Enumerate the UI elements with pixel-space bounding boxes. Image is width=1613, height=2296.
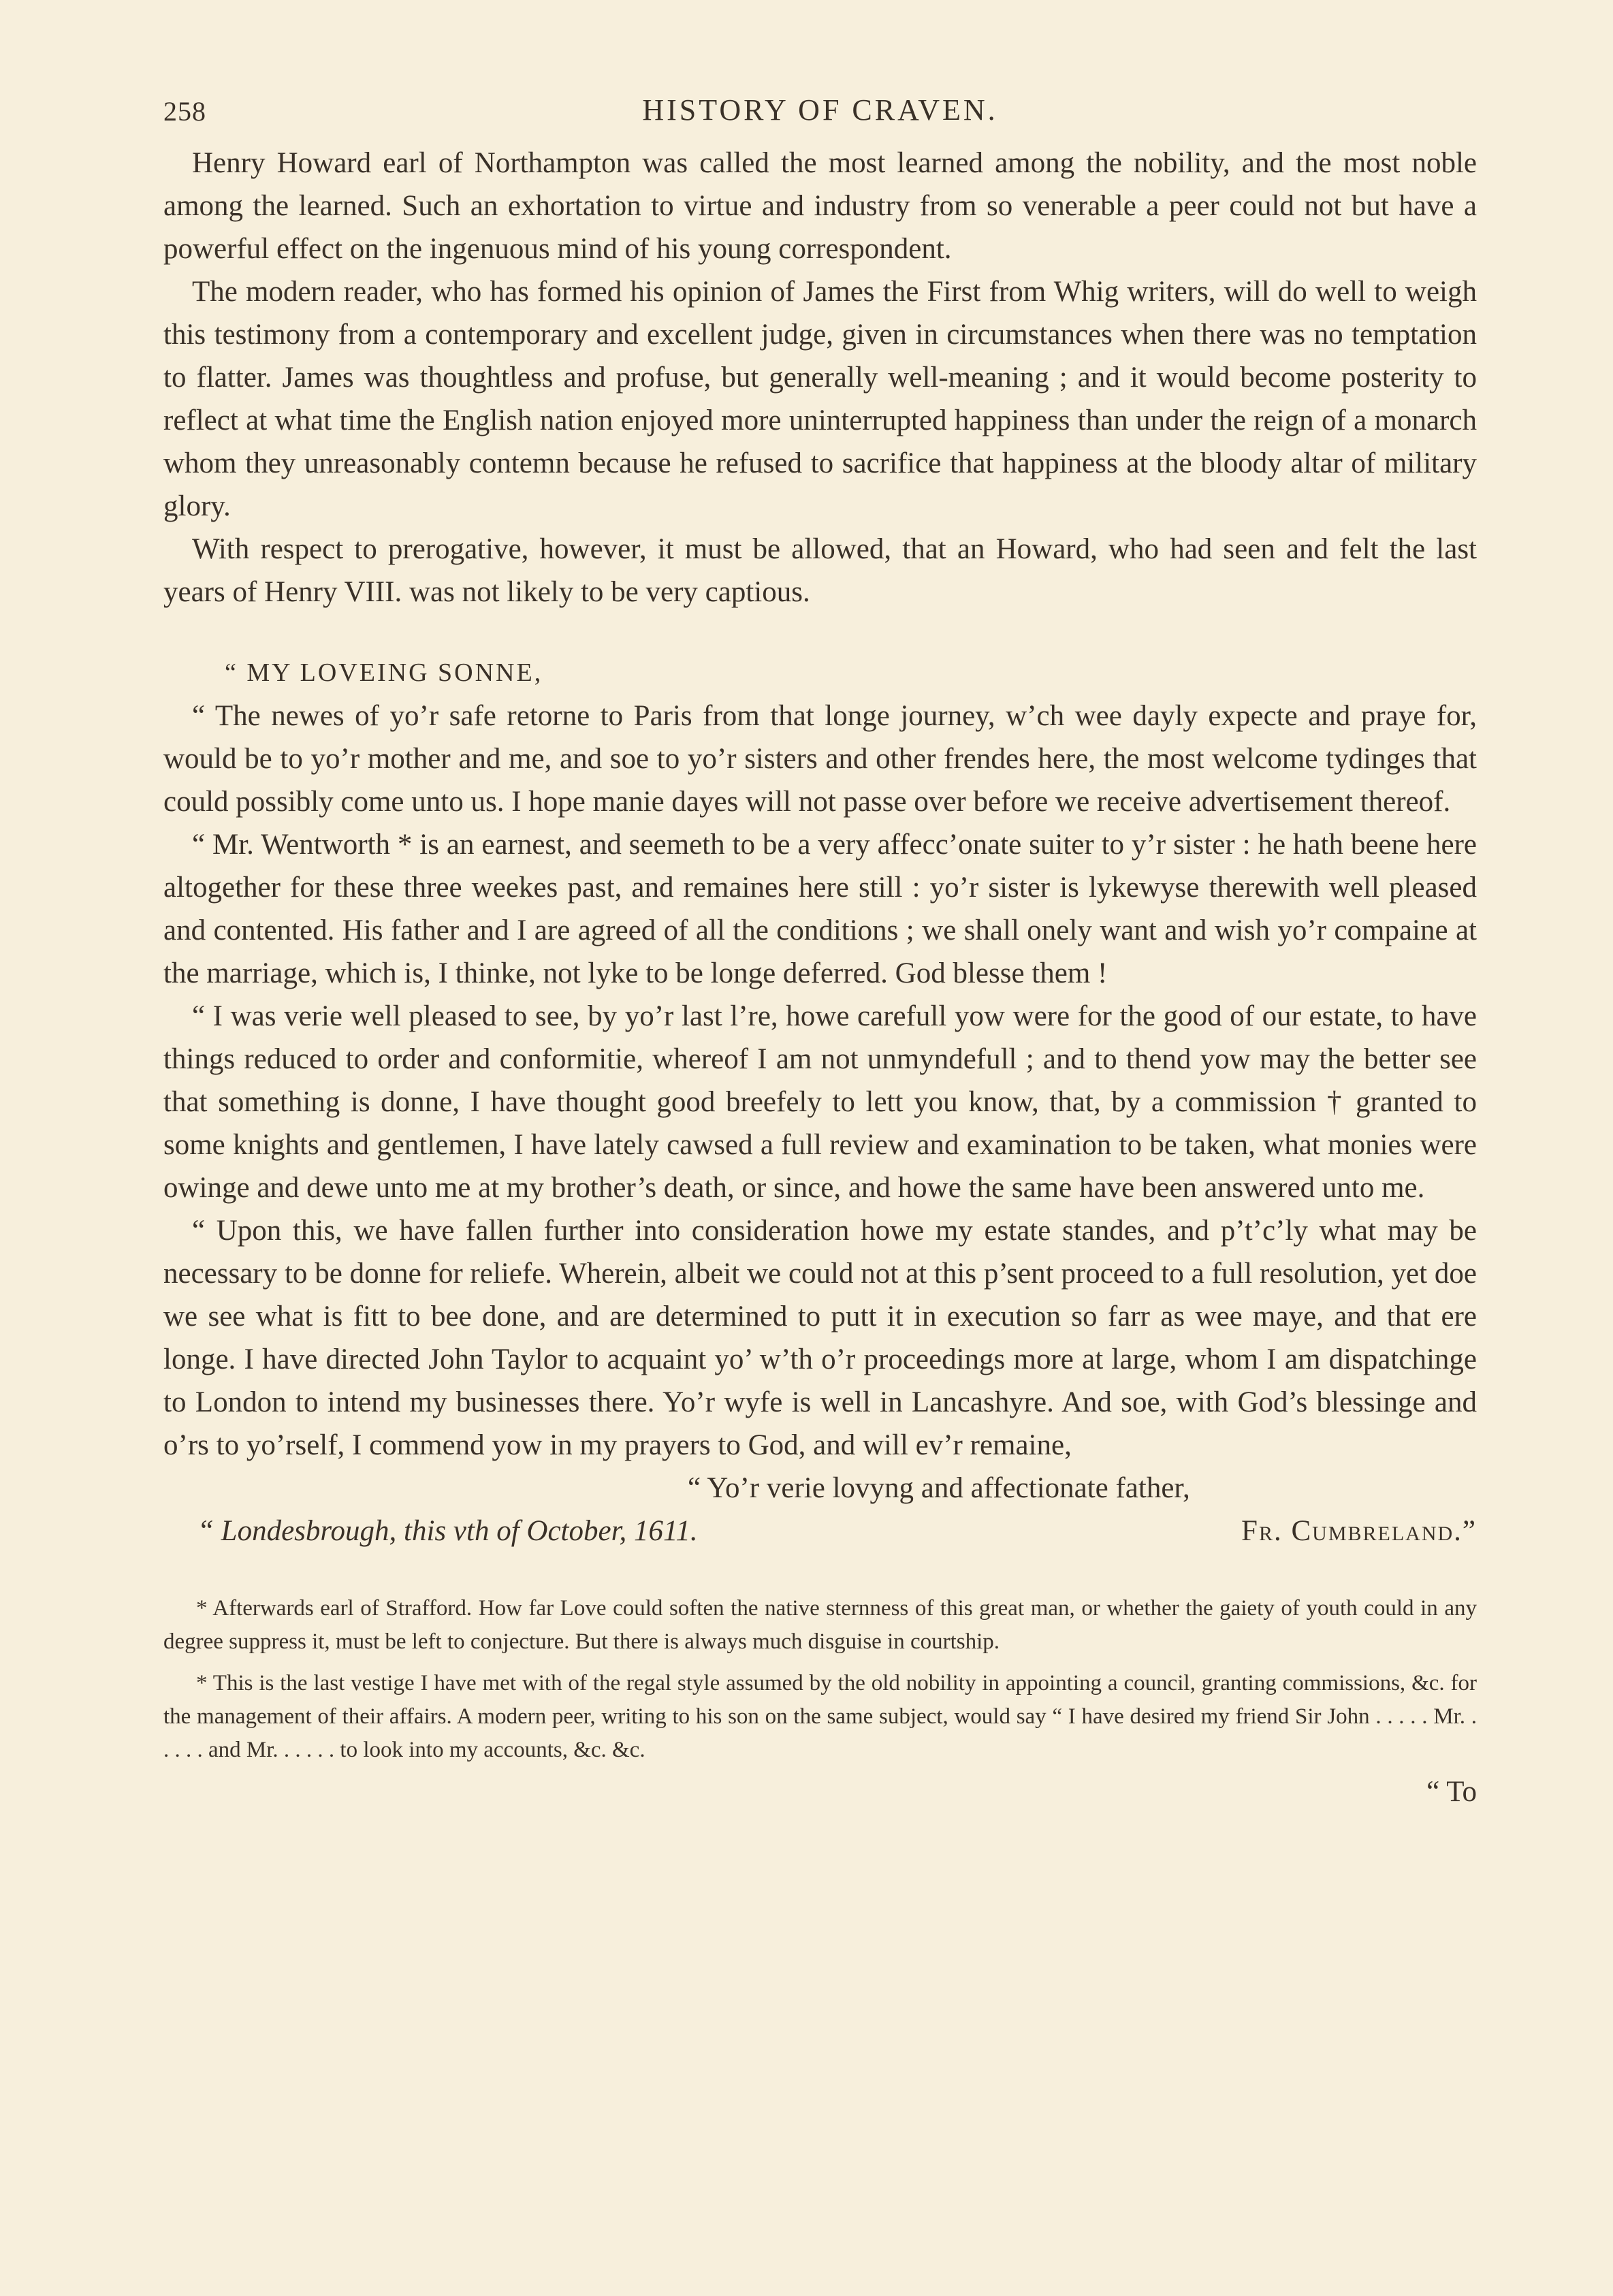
body-paragraph: With respect to prerogative, however, it must be allowed, that an Howard, who had seen and felt the last years of Henry VIII. was not likely to be very captious.	[163, 533, 1477, 608]
body-paragraph: The modern reader, who has formed his opinion of James the First from Whig writers, will do well to weigh this testimony from a contemporary and excellent judge, given in circumstances when there was no temptation to flatter. James was thoughtless and profuse, but generally well-meaning ; and it would become posterity to reflect at what time the English nation enjoyed more uninterrupted happiness than under the reign of a monarch whom they unreasonably contemn because he refused to sacrifice that happiness at the bloody altar of military glory.	[163, 276, 1477, 522]
letter-dateline	[163, 1510, 1477, 1552]
footnotes	[163, 1592, 1477, 1767]
letter-paragraph: “ Upon this, we have fallen further into consideration howe my estate standes, and p’t’c’ly what may be necessary to be donne for reliefe. Wherein, albeit we could not at this p’sent proceed to a full resolution, yet doe we see what is fitt to bee done, and are determined to putt it in execution so farr as wee maye, and that ere longe. I have directed John Taylor to acquaint yo’ w’th o’r proceedings more at large, whom I am dispatchinge to London to intend my businesses there. Yo’r wyfe is well in Lancashyre. And soe, with God’s blessinge and o’rs to yo’rself, I commend yow in my prayers to God, and will ev’r remaine,	[163, 1215, 1477, 1461]
letter-paragraph: “ The newes of yo’r safe retorne to Paris from that longe journey, w’ch wee dayly expecte and praye for, would be to yo’r mother and me, and soe to yo’r sisters and other frendes here, the most welcome tydinges that could possibly come unto us. I hope manie dayes will not passe over before we receive advertisement thereof.	[163, 700, 1477, 818]
body-paragraph: Henry Howard earl of Northampton was called the most learned among the nobility, and the most noble among the learned. Such an exhortation to virtue and industry from so venerable a peer could not but have a powerful effect on the ingenuous mind of his young correspondent.	[163, 147, 1477, 265]
footnote: * Afterwards earl of Strafford. How far Love could soften the native sternness of this great man, or whether the gaiety of youth could in any degree suppress it, must be left to conjecture. But there is always much disguise in courtship.	[163, 1596, 1477, 1654]
main-text	[163, 142, 1477, 1552]
letter-salutation: “ MY LOVEING SONNE,	[225, 658, 543, 687]
running-title: HISTORY OF CRAVEN.	[642, 93, 998, 127]
page-number: 258	[163, 96, 206, 127]
letter-signature: Fr. Cumbreland.”	[1241, 1515, 1477, 1547]
letter-paragraph: “ Mr. Wentworth * is an earnest, and seemeth to be a very affecc’onate suiter to y’r sister : he hath beene here altogether for these three weekes past, and remaines here still : yo’r sister is lykewyse therewith well pleased and contented. His father and I are agreed of all the conditions ; we shall onely want and wish yo’r compaine at the marriage, which is, I thinke, not lyke to be longe deferred. God blesse them !	[163, 829, 1477, 989]
footnote: * This is the last vestige I have met with of the regal style assumed by the old nobility in appointing a council, granting commissions, &c. for the management of their affairs. A modern peer, writing to his son on the same subject, would say “ I have desired my friend Sir John . . . . . Mr. . . . . . and Mr. . . . . . to look into my accounts, &c. &c.	[163, 1671, 1477, 1762]
catchword: “ To	[1426, 1776, 1477, 1808]
letter-place-date: “ Londesbrough, this vth of October, 1611.	[197, 1515, 698, 1547]
running-head	[163, 87, 1477, 142]
letter-closing: “ Yo’r verie lovyng and affectionate father,	[688, 1472, 1190, 1504]
letter-paragraph: “ I was verie well pleased to see, by yo’r last l’re, howe carefull yow were for the good of our estate, to have things reduced to order and conformitie, whereof I am not unmyndefull ; and to thend yow may the better see that something is donne, I have thought good breefely to lett you know, that, by a commission † granted to some knights and gentlemen, I have lately cawsed a full review and examination to be taken, what monies were owinge and dewe unto me at my brother’s death, or since, and howe the same have been answered unto me.	[163, 1000, 1477, 1204]
